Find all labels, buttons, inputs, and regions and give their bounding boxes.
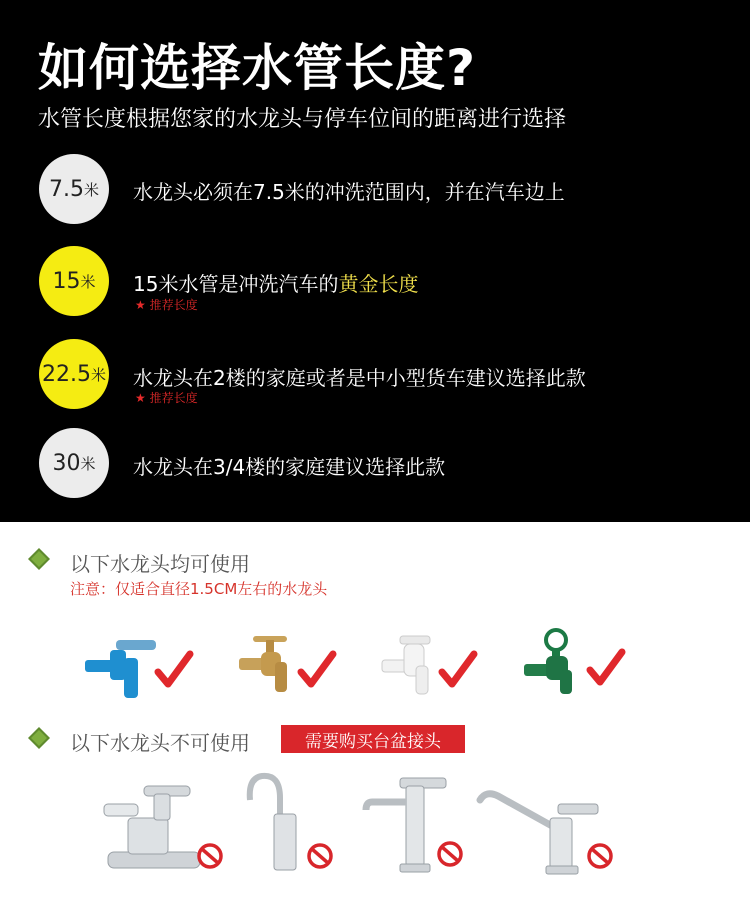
star-icon: ★ <box>135 298 146 312</box>
length-badge-7-5 <box>39 154 109 224</box>
length-badge-15 <box>39 246 109 316</box>
length-unit: 米 <box>80 454 96 473</box>
length-unit: 米 <box>90 365 106 384</box>
length-value: 22.5 <box>42 361 91 387</box>
tall-basin-faucet-icon <box>360 772 470 878</box>
adapter-required-badge: 需要购买台盆接头 <box>281 725 465 753</box>
brass-faucet-icon <box>233 628 353 698</box>
option-text: 水龙头在2楼的家庭或者是中小型货车建议选择此款 <box>133 366 586 390</box>
option-description <box>133 451 445 480</box>
usable-note: 注意：仅适合直径1.5CM左右的水龙头 <box>70 580 328 598</box>
option-text: 水龙头必须在7.5米的冲洗范围内，并在汽车边上 <box>133 180 565 204</box>
page-title: 如何选择水管长度? <box>38 39 477 97</box>
length-value: 15 <box>52 268 81 294</box>
option-description <box>133 362 586 391</box>
length-value: 7.5 <box>48 176 84 202</box>
star-icon: ★ <box>135 391 146 405</box>
length-unit: 米 <box>80 272 96 291</box>
diamond-bullet-icon <box>28 548 50 570</box>
unusable-title: 以下水龙头不可使用 <box>70 731 250 755</box>
recommend-label: 推荐长度 <box>149 298 198 312</box>
recommend-tag <box>135 296 198 313</box>
blue-faucet-icon <box>80 622 200 702</box>
diamond-bullet-icon <box>28 727 50 749</box>
page-subtitle: 水管长度根据您家的水龙头与停车位间的距离进行选择 <box>38 107 567 132</box>
white-faucet-icon <box>378 628 498 698</box>
recommend-tag <box>135 389 198 406</box>
green-faucet-icon <box>518 628 638 698</box>
gooseneck-faucet-icon <box>240 768 340 878</box>
length-badge-30 <box>39 428 109 498</box>
usable-title: 以下水龙头均可使用 <box>70 552 250 576</box>
recommend-label: 推荐长度 <box>149 391 198 405</box>
option-text: 水龙头在3/4楼的家庭建议选择此款 <box>133 455 446 479</box>
length-badge-22-5 <box>39 339 109 409</box>
length-value: 30 <box>52 450 81 476</box>
option-highlight: 黄金长度 <box>338 272 419 296</box>
option-text: 15米水管是冲洗汽车的 <box>133 272 339 296</box>
length-unit: 米 <box>83 180 99 199</box>
swivel-kitchen-faucet-icon <box>472 786 622 878</box>
option-description <box>133 268 418 297</box>
basin-mixer-icon <box>98 778 228 878</box>
option-description <box>133 176 565 205</box>
